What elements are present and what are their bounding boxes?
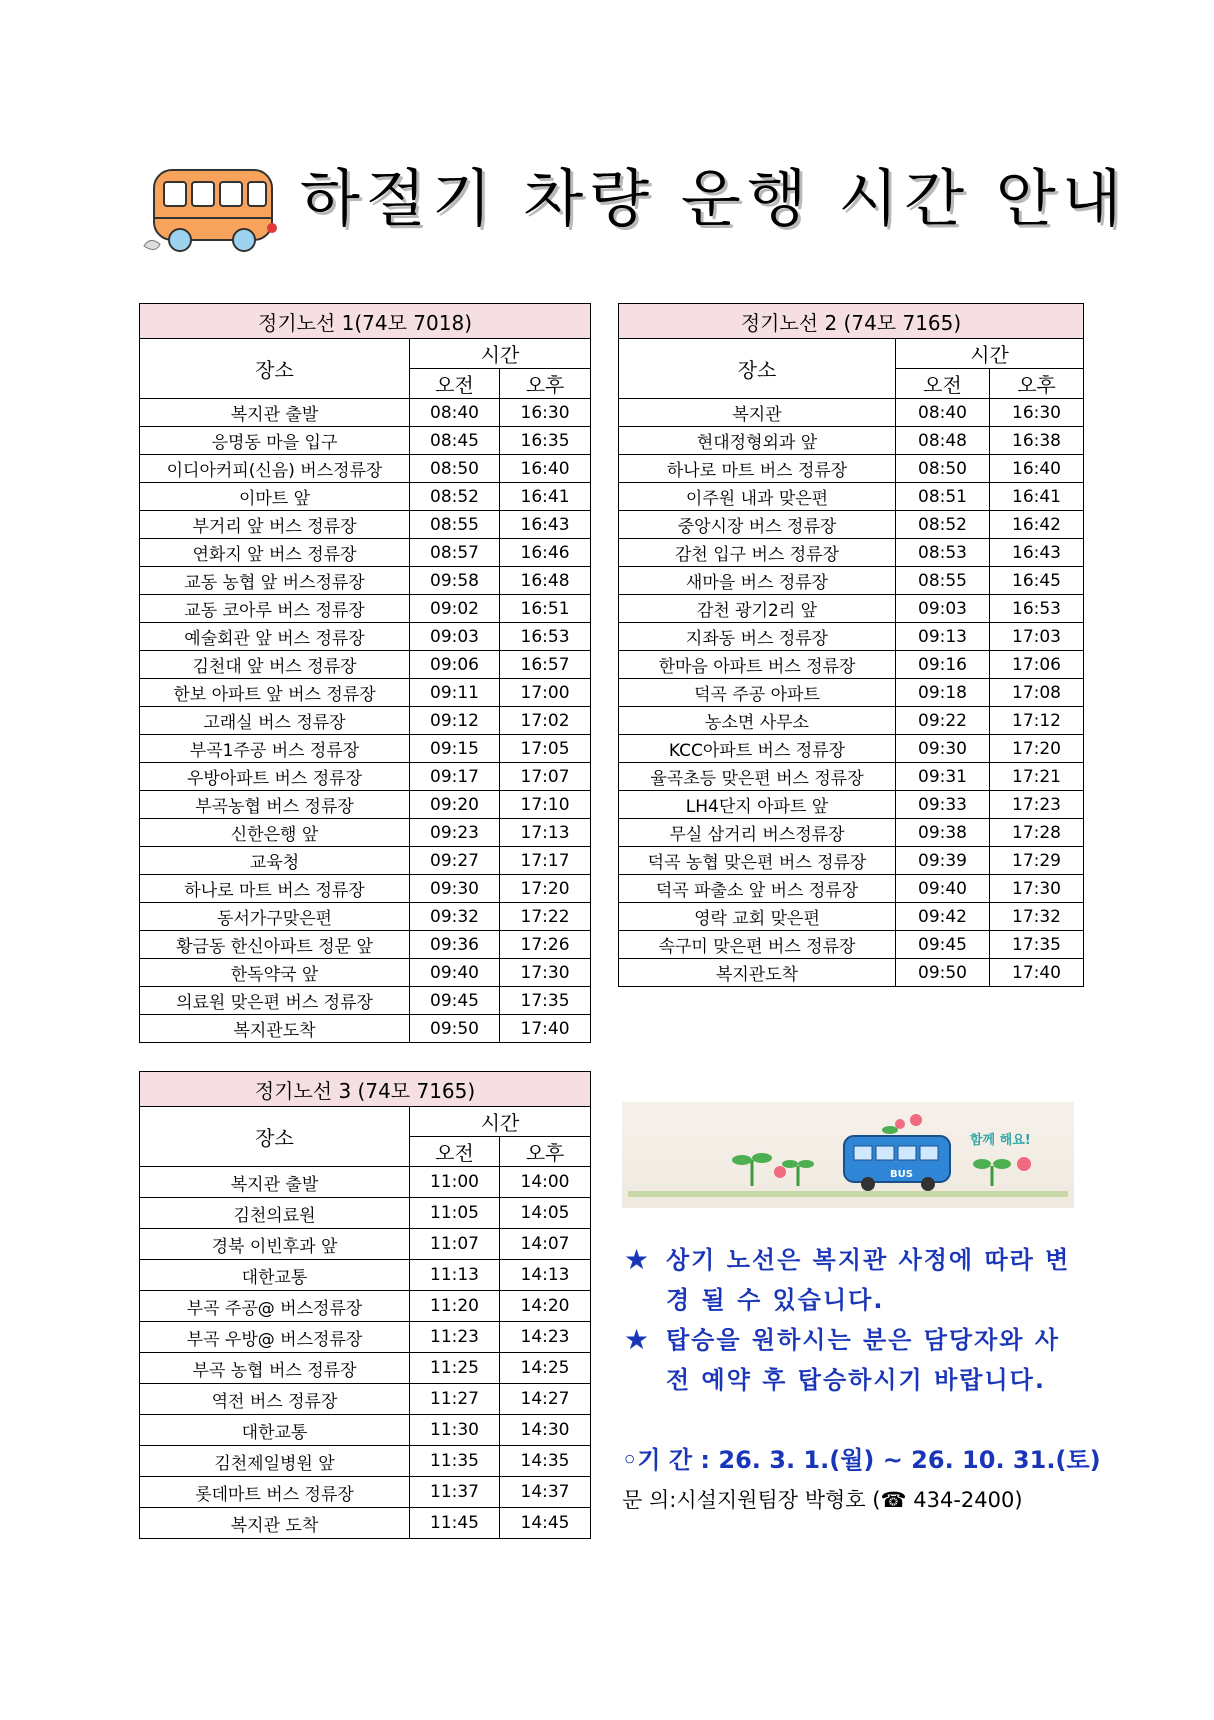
pm-time: 16:43 — [990, 539, 1084, 567]
notice-item — [622, 1240, 1082, 1320]
table-row — [140, 819, 591, 847]
stop-name: 이주원 내과 맞은편 — [619, 483, 896, 511]
stop-name: 대한교통 — [140, 1260, 410, 1291]
pm-time: 17:22 — [500, 903, 591, 931]
together-banner — [622, 1102, 1074, 1208]
am-time: 09:03 — [410, 623, 500, 651]
page-title: 하절기 차량 운행 시간 안내 — [300, 162, 1128, 235]
route1-table — [139, 303, 591, 1043]
route3-table — [139, 1071, 591, 1539]
table-row — [140, 1322, 591, 1353]
table-row — [619, 399, 1084, 427]
table-row — [619, 875, 1084, 903]
stop-name: 복지관도착 — [619, 959, 896, 987]
table-row — [140, 1229, 591, 1260]
pm-time: 17:07 — [500, 763, 591, 791]
pm-time: 17:05 — [500, 735, 591, 763]
am-time: 11:05 — [410, 1198, 500, 1229]
pm-time: 17:40 — [990, 959, 1084, 987]
table-row — [140, 1353, 591, 1384]
pm-time: 14:37 — [500, 1477, 591, 1508]
pm-header: 오후 — [500, 369, 591, 399]
table-row — [140, 903, 591, 931]
stop-name: 농소면 사무소 — [619, 707, 896, 735]
table-row — [619, 763, 1084, 791]
am-time: 11:30 — [410, 1415, 500, 1446]
pm-time: 17:13 — [500, 819, 591, 847]
am-time: 09:13 — [896, 623, 990, 651]
notice-item — [622, 1320, 1082, 1400]
stop-name: 역전 버스 정류장 — [140, 1384, 410, 1415]
stop-name: 이마트 앞 — [140, 483, 410, 511]
am-time: 09:06 — [410, 651, 500, 679]
stop-name: 덕곡 주공 아파트 — [619, 679, 896, 707]
am-time: 08:40 — [410, 399, 500, 427]
stop-name: 새마을 버스 정류장 — [619, 567, 896, 595]
pm-time: 16:42 — [990, 511, 1084, 539]
am-time: 09:58 — [410, 567, 500, 595]
pm-time: 16:53 — [990, 595, 1084, 623]
pm-time: 16:51 — [500, 595, 591, 623]
am-time: 09:30 — [896, 735, 990, 763]
pm-time: 17:10 — [500, 791, 591, 819]
place-header: 장소 — [619, 339, 896, 399]
notice-text: 상기 노선은 복지관 사정에 따라 변경 될 수 있습니다. — [666, 1246, 1071, 1314]
am-time: 08:52 — [896, 511, 990, 539]
contact-info: 문 의:시설지원팀장 박형호 (☎ 434-2400) — [622, 1488, 1023, 1512]
pm-time: 16:40 — [500, 455, 591, 483]
stop-name: 한보 아파트 앞 버스 정류장 — [140, 679, 410, 707]
am-time: 09:32 — [410, 903, 500, 931]
table-row — [140, 455, 591, 483]
am-time: 08:52 — [410, 483, 500, 511]
table-row — [619, 595, 1084, 623]
banner-text: 함께 해요! — [970, 1133, 1031, 1148]
table-row — [140, 1167, 591, 1198]
pm-time: 17:29 — [990, 847, 1084, 875]
am-time: 11:00 — [410, 1167, 500, 1198]
pm-time: 16:40 — [990, 455, 1084, 483]
pm-time: 17:30 — [990, 875, 1084, 903]
stop-name: KCC아파트 버스 정류장 — [619, 735, 896, 763]
table-row — [140, 1415, 591, 1446]
am-time: 08:50 — [410, 455, 500, 483]
am-time: 08:57 — [410, 539, 500, 567]
table-row — [140, 847, 591, 875]
pm-time: 16:48 — [500, 567, 591, 595]
stop-name: 영락 교회 맞은편 — [619, 903, 896, 931]
table-row — [140, 427, 591, 455]
banner-bus-icon — [844, 1136, 950, 1191]
table-row — [140, 511, 591, 539]
pm-time: 14:27 — [500, 1384, 591, 1415]
pm-time: 16:30 — [990, 399, 1084, 427]
route2-table — [618, 303, 1084, 987]
stop-name: 복지관 출발 — [140, 399, 410, 427]
am-time: 09:38 — [896, 819, 990, 847]
am-time: 09:18 — [896, 679, 990, 707]
table-row — [619, 735, 1084, 763]
table-row — [140, 987, 591, 1015]
pm-header: 오후 — [990, 369, 1084, 399]
table-row — [140, 1260, 591, 1291]
am-time: 08:48 — [896, 427, 990, 455]
table-row — [619, 931, 1084, 959]
stop-name: 김천제일병원 앞 — [140, 1446, 410, 1477]
am-time: 08:53 — [896, 539, 990, 567]
stop-name: 의료원 맞은편 버스 정류장 — [140, 987, 410, 1015]
star-icon: ★ — [624, 1323, 652, 1356]
stop-name: 교동 농협 앞 버스정류장 — [140, 567, 410, 595]
am-time: 09:36 — [410, 931, 500, 959]
pm-time: 17:12 — [990, 707, 1084, 735]
am-time: 11:23 — [410, 1322, 500, 1353]
table-row — [140, 931, 591, 959]
pm-time: 14:35 — [500, 1446, 591, 1477]
pm-time: 14:23 — [500, 1322, 591, 1353]
pm-time: 16:57 — [500, 651, 591, 679]
table-row — [140, 1198, 591, 1229]
table-row — [619, 455, 1084, 483]
pm-time: 16:41 — [500, 483, 591, 511]
pm-time: 16:41 — [990, 483, 1084, 511]
table-row — [619, 847, 1084, 875]
am-time: 09:12 — [410, 707, 500, 735]
am-time: 09:31 — [896, 763, 990, 791]
stop-name: 감천 입구 버스 정류장 — [619, 539, 896, 567]
route2-title: 정기노선 2 (74모 7165) — [619, 304, 1084, 339]
pm-time: 17:40 — [500, 1015, 591, 1043]
pm-time: 14:25 — [500, 1353, 591, 1384]
page-header — [140, 160, 1128, 260]
pm-time: 14:20 — [500, 1291, 591, 1322]
am-time: 08:51 — [896, 483, 990, 511]
table-row — [619, 791, 1084, 819]
stop-name: 부곡 주공@ 버스정류장 — [140, 1291, 410, 1322]
am-time: 09:39 — [896, 847, 990, 875]
time-header: 시간 — [896, 339, 1084, 369]
stop-name: 하나로 마트 버스 정류장 — [140, 875, 410, 903]
pm-time: 17:23 — [990, 791, 1084, 819]
am-time: 09:50 — [410, 1015, 500, 1043]
table-row — [619, 567, 1084, 595]
pm-time: 17:03 — [990, 623, 1084, 651]
banner-illustration — [622, 1102, 1074, 1208]
stop-name: 부거리 앞 버스 정류장 — [140, 511, 410, 539]
route3-rows — [140, 1167, 591, 1539]
am-time: 09:22 — [896, 707, 990, 735]
pm-time: 16:46 — [500, 539, 591, 567]
am-time: 11:07 — [410, 1229, 500, 1260]
stop-name: 복지관 도착 — [140, 1508, 410, 1539]
route1-title: 정기노선 1(74모 7018) — [140, 304, 591, 339]
am-time: 09:33 — [896, 791, 990, 819]
pm-time: 14:45 — [500, 1508, 591, 1539]
stop-name: 신한은행 앞 — [140, 819, 410, 847]
am-header: 오전 — [410, 369, 500, 399]
table-row — [619, 651, 1084, 679]
place-header: 장소 — [140, 1107, 410, 1167]
am-time: 09:40 — [410, 959, 500, 987]
stop-name: 김천대 앞 버스 정류장 — [140, 651, 410, 679]
route1-rows — [140, 399, 591, 1043]
stop-name: 속구미 맞은편 버스 정류장 — [619, 931, 896, 959]
am-time: 08:45 — [410, 427, 500, 455]
am-header: 오전 — [896, 369, 990, 399]
pm-time: 17:20 — [500, 875, 591, 903]
am-time: 09:30 — [410, 875, 500, 903]
pm-time: 14:07 — [500, 1229, 591, 1260]
stop-name: 고래실 버스 정류장 — [140, 707, 410, 735]
place-header: 장소 — [140, 339, 410, 399]
am-time: 09:03 — [896, 595, 990, 623]
time-header: 시간 — [410, 339, 591, 369]
table-row — [140, 623, 591, 651]
table-row — [140, 567, 591, 595]
table-row — [619, 707, 1084, 735]
am-time: 09:02 — [410, 595, 500, 623]
route2-rows — [619, 399, 1084, 987]
pm-time: 14:05 — [500, 1198, 591, 1229]
banner-bus-label: BUS — [890, 1169, 913, 1180]
stop-name: 율곡초등 맞은편 버스 정류장 — [619, 763, 896, 791]
table-row — [619, 623, 1084, 651]
stop-name: 중앙시장 버스 정류장 — [619, 511, 896, 539]
stop-name: 복지관도착 — [140, 1015, 410, 1043]
pm-time: 17:02 — [500, 707, 591, 735]
am-time: 11:37 — [410, 1477, 500, 1508]
table-row — [140, 707, 591, 735]
am-time: 11:20 — [410, 1291, 500, 1322]
am-time: 09:45 — [896, 931, 990, 959]
stop-name: 하나로 마트 버스 정류장 — [619, 455, 896, 483]
table-row — [140, 539, 591, 567]
stop-name: 응명동 마을 입구 — [140, 427, 410, 455]
stop-name: 덕곡 파출소 앞 버스 정류장 — [619, 875, 896, 903]
stop-name: 무실 삼거리 버스정류장 — [619, 819, 896, 847]
pm-time: 17:20 — [990, 735, 1084, 763]
pm-time: 17:30 — [500, 959, 591, 987]
pm-header: 오후 — [500, 1137, 591, 1167]
pm-time: 16:53 — [500, 623, 591, 651]
bus-icon — [140, 166, 280, 258]
pm-time: 17:35 — [990, 931, 1084, 959]
table-row — [619, 511, 1084, 539]
stop-name: 부곡농협 버스 정류장 — [140, 791, 410, 819]
pm-time: 17:00 — [500, 679, 591, 707]
stop-name: 교육청 — [140, 847, 410, 875]
stop-name: 연화지 앞 버스 정류장 — [140, 539, 410, 567]
am-time: 09:23 — [410, 819, 500, 847]
stop-name: 한마음 아파트 버스 정류장 — [619, 651, 896, 679]
table-row — [140, 483, 591, 511]
am-time: 09:45 — [410, 987, 500, 1015]
star-icon: ★ — [624, 1243, 652, 1276]
pm-time: 16:38 — [990, 427, 1084, 455]
stop-name: 복지관 출발 — [140, 1167, 410, 1198]
route3-title: 정기노선 3 (74모 7165) — [140, 1072, 591, 1107]
am-time: 09:17 — [410, 763, 500, 791]
am-time: 11:25 — [410, 1353, 500, 1384]
table-row — [140, 651, 591, 679]
am-time: 08:40 — [896, 399, 990, 427]
am-time: 09:15 — [410, 735, 500, 763]
stop-name: 예술회관 앞 버스 정류장 — [140, 623, 410, 651]
stop-name: 김천의료원 — [140, 1198, 410, 1229]
table-row — [619, 959, 1084, 987]
pm-time: 16:43 — [500, 511, 591, 539]
am-time: 11:35 — [410, 1446, 500, 1477]
stop-name: 복지관 — [619, 399, 896, 427]
table-row — [140, 735, 591, 763]
stop-name: 부곡1주공 버스 정류장 — [140, 735, 410, 763]
pm-time: 17:28 — [990, 819, 1084, 847]
am-time: 08:55 — [410, 511, 500, 539]
table-row — [140, 679, 591, 707]
table-row — [619, 903, 1084, 931]
am-time: 09:11 — [410, 679, 500, 707]
table-row — [140, 763, 591, 791]
stop-name: 부곡 농협 버스 정류장 — [140, 1353, 410, 1384]
table-row — [140, 791, 591, 819]
table-row — [619, 427, 1084, 455]
stop-name: LH4단지 아파트 앞 — [619, 791, 896, 819]
table-row — [140, 959, 591, 987]
stop-name: 부곡 우방@ 버스정류장 — [140, 1322, 410, 1353]
time-header: 시간 — [410, 1107, 591, 1137]
pm-time: 14:30 — [500, 1415, 591, 1446]
table-row — [140, 1477, 591, 1508]
stop-name: 이디아커피(신음) 버스정류장 — [140, 455, 410, 483]
am-time: 09:50 — [896, 959, 990, 987]
table-row — [140, 1291, 591, 1322]
pm-time: 17:32 — [990, 903, 1084, 931]
notice-text: 탑승을 원하시는 분은 담당자와 사전 예약 후 탑승하시기 바랍니다. — [666, 1326, 1060, 1394]
am-time: 08:50 — [896, 455, 990, 483]
stop-name: 경북 이빈후과 앞 — [140, 1229, 410, 1260]
stop-name: 황금동 한신아파트 정문 앞 — [140, 931, 410, 959]
table-row — [140, 1508, 591, 1539]
table-row — [619, 679, 1084, 707]
stop-name: 덕곡 농협 맞은편 버스 정류장 — [619, 847, 896, 875]
am-time: 09:16 — [896, 651, 990, 679]
stop-name: 현대정형외과 앞 — [619, 427, 896, 455]
table-row — [140, 875, 591, 903]
am-time: 11:27 — [410, 1384, 500, 1415]
table-row — [140, 1015, 591, 1043]
stop-name: 동서가구맞은편 — [140, 903, 410, 931]
pm-time: 16:45 — [990, 567, 1084, 595]
am-time: 09:42 — [896, 903, 990, 931]
pm-time: 17:17 — [500, 847, 591, 875]
pm-time: 16:30 — [500, 399, 591, 427]
operation-period: ◦기 간 : 26. 3. 1.(월) ~ 26. 10. 31.(토) — [622, 1446, 1101, 1474]
table-row — [619, 819, 1084, 847]
stop-name: 대한교통 — [140, 1415, 410, 1446]
pm-time: 17:06 — [990, 651, 1084, 679]
stop-name: 롯데마트 버스 정류장 — [140, 1477, 410, 1508]
stop-name: 한독약국 앞 — [140, 959, 410, 987]
notices — [622, 1240, 1082, 1400]
am-time: 09:40 — [896, 875, 990, 903]
table-row — [140, 595, 591, 623]
pm-time: 17:26 — [500, 931, 591, 959]
pm-time: 17:35 — [500, 987, 591, 1015]
pm-time: 16:35 — [500, 427, 591, 455]
am-time: 11:45 — [410, 1508, 500, 1539]
table-row — [619, 483, 1084, 511]
am-header: 오전 — [410, 1137, 500, 1167]
pm-time: 14:13 — [500, 1260, 591, 1291]
am-time: 08:55 — [896, 567, 990, 595]
stop-name: 교동 코아루 버스 정류장 — [140, 595, 410, 623]
table-row — [140, 399, 591, 427]
pm-time: 17:08 — [990, 679, 1084, 707]
stop-name: 지좌동 버스 정류장 — [619, 623, 896, 651]
am-time: 09:20 — [410, 791, 500, 819]
am-time: 11:13 — [410, 1260, 500, 1291]
stop-name: 감천 광기2리 앞 — [619, 595, 896, 623]
am-time: 09:27 — [410, 847, 500, 875]
pm-time: 17:21 — [990, 763, 1084, 791]
table-row — [140, 1384, 591, 1415]
pm-time: 14:00 — [500, 1167, 591, 1198]
stop-name: 우방아파트 버스 정류장 — [140, 763, 410, 791]
table-row — [619, 539, 1084, 567]
table-row — [140, 1446, 591, 1477]
